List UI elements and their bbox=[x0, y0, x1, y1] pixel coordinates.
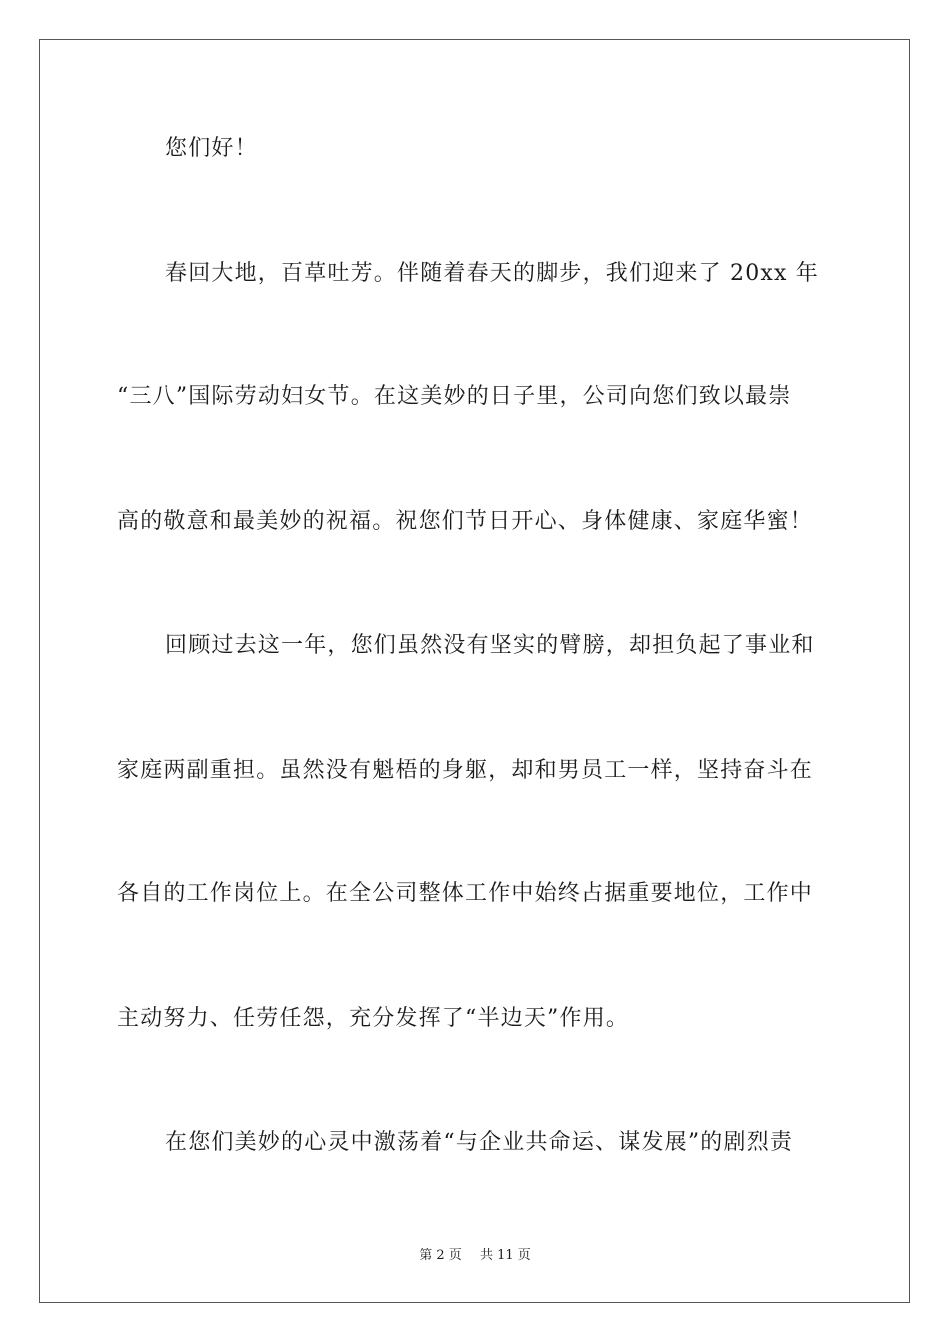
page-number: 第 2 页 bbox=[419, 1248, 462, 1263]
paragraph-2-line-3: 各自的工作岗位上。在全公司整体工作中始终占据重要地位，工作中 bbox=[117, 881, 814, 906]
paragraph-1-line-2: “三八”国际劳动妇女节。在这美妙的日子里，公司向您们致以最崇 bbox=[117, 384, 792, 409]
paragraph-2-line-1: 回顾过去这一年，您们虽然没有坚实的臂膀，却担负起了事业和 bbox=[165, 633, 815, 658]
paragraph-2-line-4: 主动努力、任劳任怨，充分发挥了“半边天”作用。 bbox=[117, 1006, 630, 1031]
page-frame bbox=[39, 39, 910, 1303]
paragraph-1-line-3: 高的敬意和最美妙的祝福。祝您们节日开心、身体健康、家庭华蜜！ bbox=[117, 509, 814, 534]
paragraph-3-line-1: 在您们美妙的心灵中激荡着“与企业共命运、谋发展”的剧烈责 bbox=[165, 1130, 794, 1155]
paragraph-1-line-1: 春回大地，百草吐芳。伴随着春天的脚步，我们迎来了 20xx 年 bbox=[165, 261, 819, 286]
page-footer bbox=[0, 1247, 950, 1265]
paragraph-2-line-2: 家庭两副重担。虽然没有魁梧的身躯，却和男员工一样，坚持奋斗在 bbox=[117, 758, 814, 783]
page-total: 共 11 页 bbox=[479, 1248, 531, 1263]
greeting-line: 您们好！ bbox=[165, 136, 258, 161]
